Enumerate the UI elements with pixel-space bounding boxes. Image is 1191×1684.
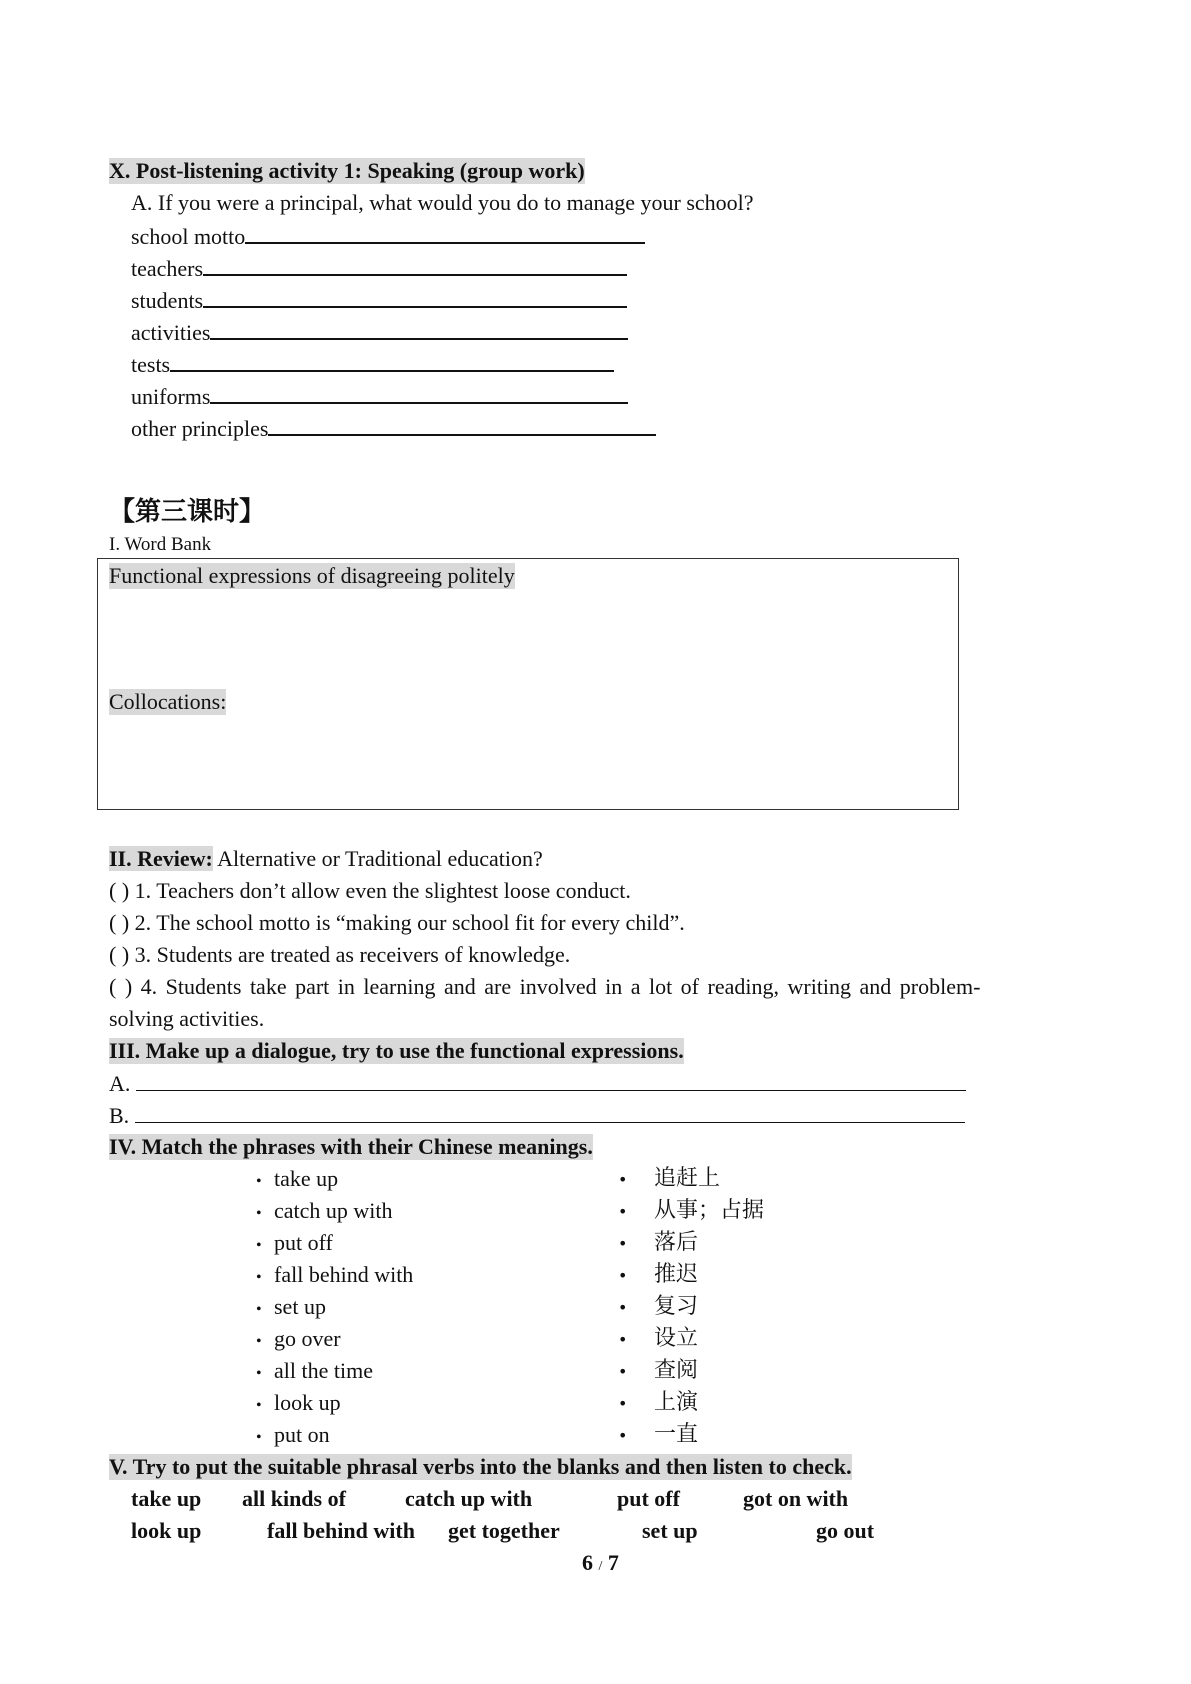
phrasal-word: look up: [131, 1518, 202, 1543]
review-item-4-line2: solving activities.: [109, 1006, 265, 1031]
match-meaning[interactable]: • 一直: [618, 1422, 699, 1447]
match-phrase[interactable]: • look up: [256, 1390, 341, 1415]
phrasal-word: catch up with: [405, 1486, 533, 1511]
match-meaning[interactable]: • 设立: [618, 1326, 699, 1351]
match-meaning[interactable]: • 上演: [618, 1390, 699, 1415]
match-meaning[interactable]: • 从事；占据: [618, 1198, 765, 1223]
review-item-1: ( ) 1. Teachers don’t allow even the slightest loose conduct.: [109, 878, 631, 903]
phrasal-word: fall behind with: [267, 1518, 415, 1543]
word-bank-collocations: Collocations:: [109, 689, 227, 714]
field-activities[interactable]: activities: [131, 318, 628, 346]
field-teachers[interactable]: teachers: [131, 254, 627, 282]
phrasal-title: V. Try to put the suitable phrasal verbs into the blanks and then listen to check.: [109, 1454, 852, 1479]
review-item-2: ( ) 2. The school motto is “making our school fit for every child”.: [109, 910, 685, 935]
answer-line[interactable]: [210, 382, 628, 404]
dialogue-title: III. Make up a dialogue, try to use the functional expressions.: [109, 1038, 684, 1063]
answer-line[interactable]: [135, 1102, 965, 1123]
phrasal-word: all kinds of: [242, 1486, 346, 1511]
lesson-heading: 【第三课时】: [109, 497, 266, 527]
match-meaning[interactable]: • 落后: [618, 1230, 699, 1255]
match-meaning[interactable]: • 查阅: [618, 1358, 699, 1383]
phrasal-word: get together: [448, 1518, 560, 1543]
phrasal-word: got on with: [743, 1486, 849, 1511]
answer-line[interactable]: [203, 286, 627, 308]
page-number: 6 / 7: [582, 1550, 619, 1575]
field-uniforms[interactable]: uniforms: [131, 382, 628, 410]
answer-line[interactable]: [210, 318, 628, 340]
review-item-3: ( ) 3. Students are treated as receivers of knowledge.: [109, 942, 571, 967]
review-heading: II. Review: Alternative or Traditional education?: [109, 846, 543, 871]
match-phrase[interactable]: • set up: [256, 1294, 326, 1319]
match-phrase[interactable]: • fall behind with: [256, 1262, 414, 1287]
field-students[interactable]: students: [131, 286, 627, 314]
phrasal-word: go out: [816, 1518, 875, 1543]
match-phrase[interactable]: • put on: [256, 1422, 330, 1447]
word-bank-box: [97, 558, 959, 810]
match-meaning[interactable]: • 追赶上: [618, 1166, 721, 1191]
word-bank-functional-expressions: Functional expressions of disagreeing politely: [109, 563, 515, 588]
match-meaning[interactable]: • 推迟: [618, 1262, 699, 1287]
answer-line[interactable]: [136, 1070, 966, 1091]
phrasal-word: put off: [617, 1486, 680, 1511]
match-phrase[interactable]: • take up: [256, 1166, 339, 1191]
field-other-principles[interactable]: other principles: [131, 414, 656, 442]
match-meaning[interactable]: • 复习: [618, 1294, 699, 1319]
section-x-title: X. Post-listening activity 1: Speaking (group work): [109, 158, 585, 183]
answer-line[interactable]: [268, 414, 656, 436]
match-title: IV. Match the phrases with their Chinese meanings.: [109, 1134, 593, 1159]
field-school-motto[interactable]: school motto: [131, 222, 645, 250]
match-phrase[interactable]: • all the time: [256, 1358, 373, 1383]
phrasal-word: set up: [642, 1518, 698, 1543]
phrasal-word: take up: [131, 1486, 202, 1511]
match-phrase[interactable]: • go over: [256, 1326, 341, 1351]
section-x-question: A. If you were a principal, what would you do to manage your school?: [131, 190, 754, 215]
review-item-4-line1: ( ) 4. Students take part in learning and are involved in a lot of reading, writing and problem-: [109, 974, 981, 999]
dialogue-line-a[interactable]: A.: [109, 1070, 966, 1097]
match-phrase[interactable]: • catch up with: [256, 1198, 393, 1223]
answer-line[interactable]: [170, 350, 614, 372]
match-phrase[interactable]: • put off: [256, 1230, 333, 1255]
answer-line[interactable]: [245, 222, 645, 244]
dialogue-line-b[interactable]: B.: [109, 1102, 965, 1129]
word-bank-title: I. Word Bank: [109, 534, 212, 555]
field-tests[interactable]: tests: [131, 350, 614, 378]
answer-line[interactable]: [203, 254, 627, 276]
